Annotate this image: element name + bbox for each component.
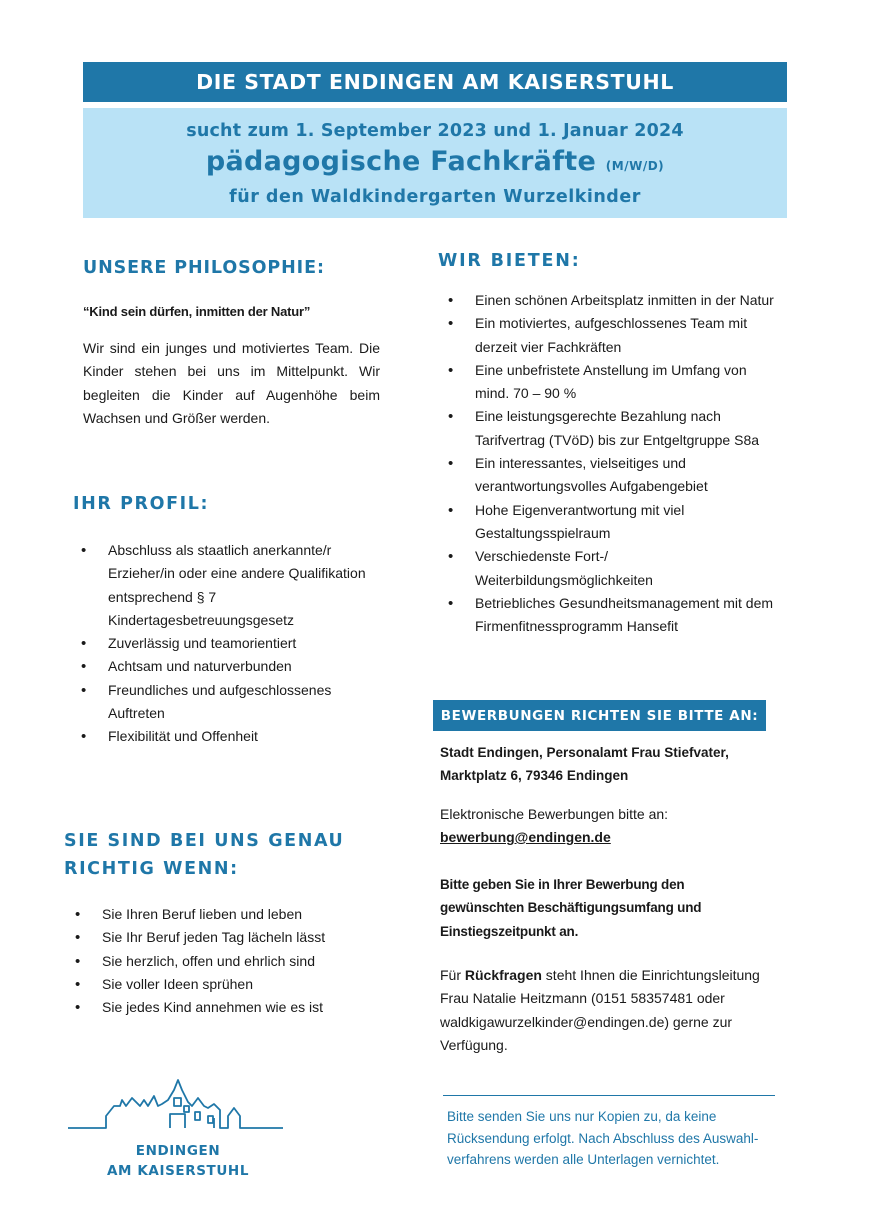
city-logo bbox=[68, 1076, 288, 1136]
application-address bbox=[440, 741, 729, 788]
request-line3: Einstiegszeitpunkt an. bbox=[440, 923, 579, 939]
divider bbox=[443, 1095, 775, 1096]
gender-note: (M/W/D) bbox=[605, 159, 665, 173]
offer-heading: WIR BIETEN: bbox=[438, 251, 581, 271]
philosophy-text: Wir sind ein junges und motiviertes Team. Die Kinder stehen bei uns im Mittelpunkt. Wir begleiten die Kinder auf Augenhöhe beim Wachsen und Größer werden. bbox=[83, 340, 380, 426]
application-heading: BEWERBUNGEN RICHTEN SIE BITTE AN: bbox=[440, 707, 759, 724]
email-link[interactable]: bewerbung@endingen.de bbox=[440, 829, 611, 845]
contact-prefix: Für bbox=[440, 967, 465, 983]
list-item: • Verschiedenste Fort-/ Weiterbildungsmöglichkeiten bbox=[475, 545, 795, 592]
list-item: • Ein interessantes, vielseitiges und verantwortungsvolles Aufgabengebiet bbox=[475, 452, 795, 499]
start-dates: sucht zum 1. September 2023 und 1. Januar 2024 bbox=[186, 121, 684, 141]
list-item: • Zuverlässig und teamorientiert bbox=[108, 632, 393, 655]
list-item: • Hohe Eigenverantwortung mit viel Gestaltungsspielraum bbox=[475, 499, 795, 546]
electronic-label: Elektronische Bewerbungen bitte an: bbox=[440, 806, 669, 822]
philosophy-heading: UNSERE PHILOSOPHIE: bbox=[83, 258, 325, 278]
profile-heading: IHR PROFIL: bbox=[73, 494, 210, 514]
fit-heading-line2: RICHTIG WENN: bbox=[64, 859, 239, 879]
city-logo-text bbox=[98, 1141, 258, 1181]
list-item: • Freundliches und aufgeschlossenes Auftreten bbox=[108, 679, 393, 726]
list-item: • Sie Ihren Beruf lieben und leben bbox=[102, 903, 402, 926]
page-title: DIE STADT ENDINGEN AM KAISERSTUHL bbox=[196, 70, 674, 94]
list-item: • Sie jedes Kind annehmen wie es ist bbox=[102, 996, 402, 1019]
list-item: • Ein motiviertes, aufgeschlossenes Team mit derzeit vier Fachkräften bbox=[475, 312, 795, 359]
list-item: • Sie herzlich, offen und ehrlich sind bbox=[102, 950, 402, 973]
copies-note: Bitte senden Sie uns nur Kopien zu, da keine Rücksendung erfolgt. Nach Abschluss des Auswahl-verfahrens werden alle Unterlagen vernichtet. bbox=[447, 1109, 759, 1167]
subtitle-banner bbox=[83, 108, 787, 218]
contact-info bbox=[440, 964, 770, 1057]
offer-list bbox=[475, 289, 795, 638]
address-line1: Stadt Endingen, Personalamt Frau Stiefvater, bbox=[440, 745, 729, 760]
contact-rest: steht Ihnen die Einrichtungsleitung Frau Natalie Heitzmann (0151 58357481 oder waldkigawurzelkinder@endingen.de) gerne zur Verfügung. bbox=[440, 967, 760, 1053]
application-heading-banner bbox=[433, 700, 766, 731]
logo-line1: ENDINGEN bbox=[135, 1143, 221, 1159]
address-line2: Marktplatz 6, 79346 Endingen bbox=[440, 768, 629, 784]
application-request bbox=[440, 873, 701, 943]
request-line1: Bitte geben Sie in Ihrer Bewerbung den bbox=[440, 877, 685, 892]
fit-heading bbox=[64, 827, 344, 883]
profile-list bbox=[108, 539, 393, 749]
list-item: • Flexibilität und Offenheit bbox=[108, 725, 393, 748]
workplace: für den Waldkindergarten Wurzelkinder bbox=[229, 187, 641, 207]
list-item: • Abschluss als staatlich anerkannte/r Erzieher/in oder eine andere Qualifikation entsprechend § 7 Kindertagesbetreuungsgesetz bbox=[108, 539, 393, 632]
list-item: • Eine unbefristete Anstellung im Umfang von mind. 70 – 90 % bbox=[475, 359, 795, 406]
position-title bbox=[83, 146, 787, 177]
list-item: • Betriebliches Gesundheitsmanagement mit dem Firmenfitnessprogramm Hansefit bbox=[475, 592, 795, 639]
contact-bold: Rückfragen bbox=[464, 967, 542, 983]
list-item: • Achtsam und naturverbunden bbox=[108, 655, 393, 678]
skyline-icon bbox=[68, 1076, 288, 1136]
page-title-banner bbox=[83, 62, 787, 102]
list-item: • Eine leistungsgerechte Bezahlung nach Tarifvertrag (TVöD) bis zur Entgeltgruppe S8a bbox=[475, 405, 795, 452]
fit-list bbox=[102, 903, 402, 1019]
list-item: • Einen schönen Arbeitsplatz inmitten in der Natur bbox=[475, 289, 795, 312]
logo-line2: AM KAISERSTUHL bbox=[106, 1163, 250, 1179]
list-item: • Sie Ihr Beruf jeden Tag lächeln lässt bbox=[102, 926, 402, 949]
position-name: pädagogische Fachkräfte bbox=[205, 146, 597, 177]
list-item: • Sie voller Ideen sprühen bbox=[102, 973, 402, 996]
request-line2: gewünschten Beschäftigungsumfang und bbox=[440, 900, 702, 916]
fit-heading-line1: SIE SIND BEI UNS GENAU bbox=[64, 831, 345, 851]
philosophy-motto: “Kind sein dürfen, inmitten der Natur” bbox=[83, 304, 311, 319]
